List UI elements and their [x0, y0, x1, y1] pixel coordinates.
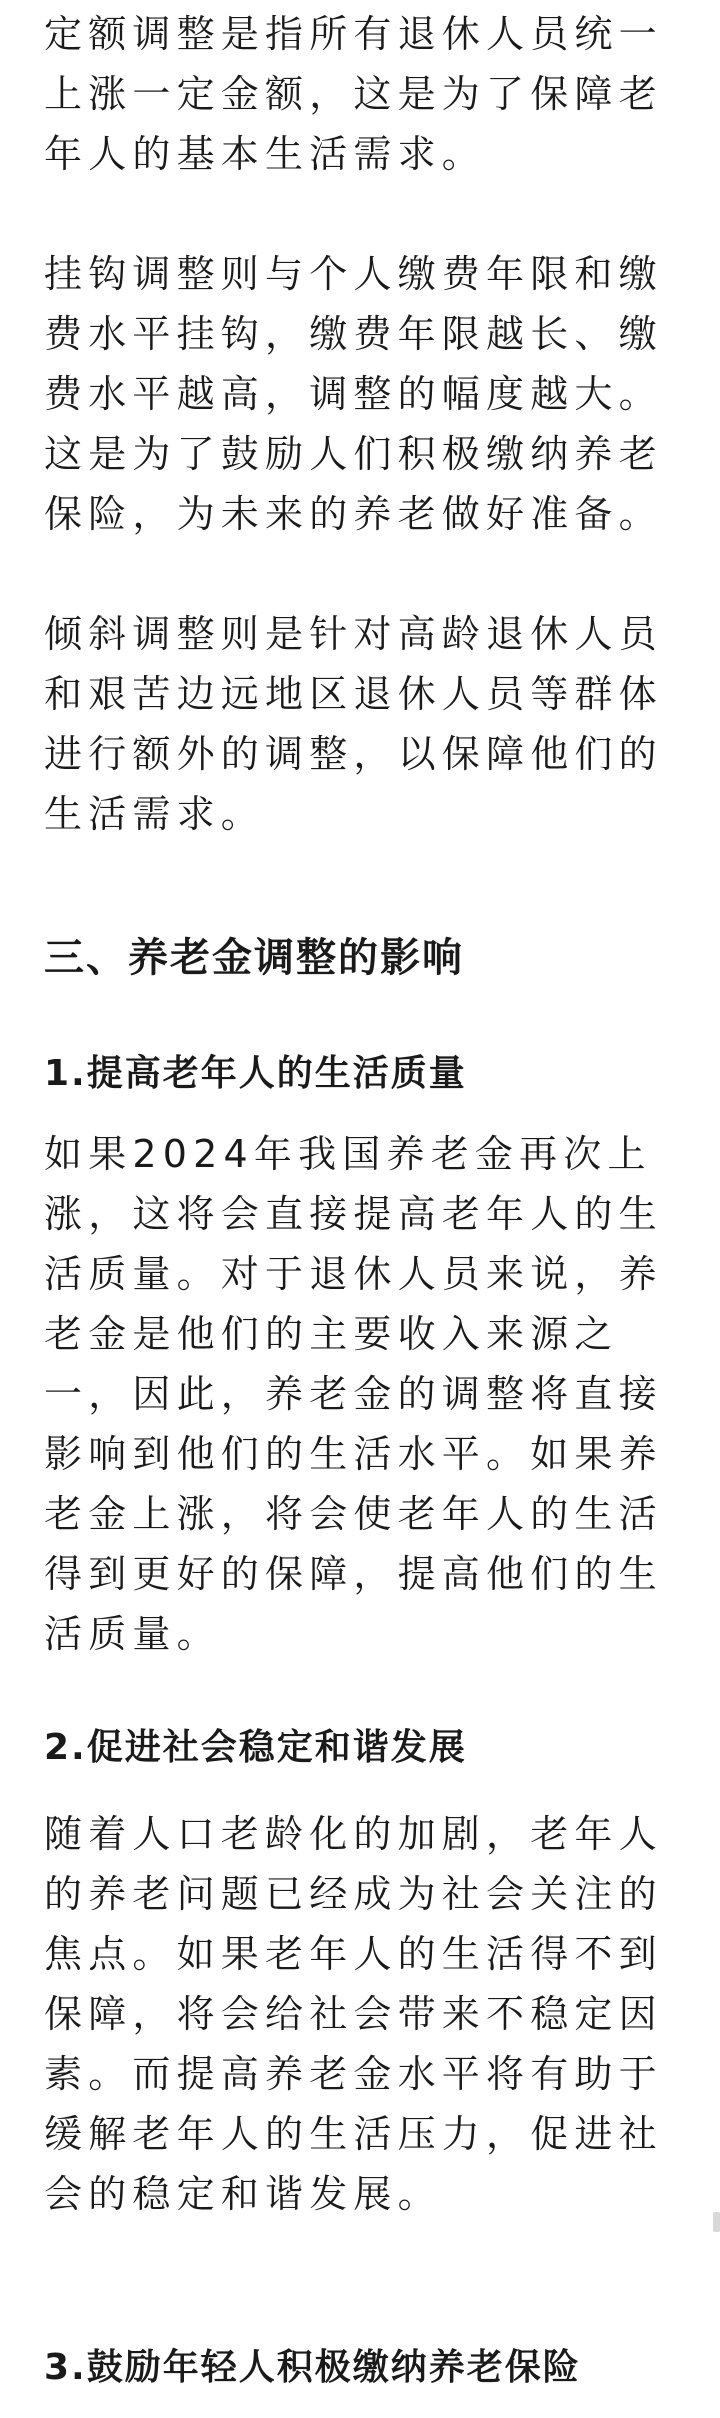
paragraph-fixed-adjustment: 定额调整是指所有退休人员统一上涨一定金额，这是为了保障老年人的基本生活需求。	[44, 12, 663, 176]
subheading-1: 1.提高老年人的生活质量	[44, 1053, 467, 1094]
paragraph-social-stability: 随着人口老龄化的加剧，老年人的养老问题已经成为社会关注的焦点。如果老年人的生活得不到保障，将会给社会带来不稳定因素。而提高养老金水平将有助于缓解老年人的生活压力，促进社会的稳定和谐发展。	[44, 1812, 663, 2216]
paragraph-tilted-adjustment: 倾斜调整则是针对高龄退休人员和艰苦边远地区退休人员等群体进行额外的调整，以保障他们的生活需求。	[44, 612, 663, 836]
paragraph-quality-of-life: 如果2024年我国养老金再次上涨，这将会直接提高老年人的生活质量。对于退休人员来说，养老金是他们的主要收入来源之一，因此，养老金的调整将直接影响到他们的生活水平。如果养老金上涨，将会使老年人的生活得到更好的保障，提高他们的生活质量。	[44, 1132, 663, 1656]
paragraph-linked-adjustment: 挂钩调整则与个人缴费年限和缴费水平挂钩，缴费年限越长、缴费水平越高，调整的幅度越大。这是为了鼓励人们积极缴纳养老保险，为未来的养老做好准备。	[44, 252, 663, 536]
scrollbar-thumb[interactable]	[713, 2212, 720, 2232]
subheading-2: 2.促进社会稳定和谐发展	[44, 1727, 467, 1768]
section-heading: 三、养老金调整的影响	[44, 935, 464, 981]
subheading-3: 3.鼓励年轻人积极缴纳养老保险	[44, 2347, 581, 2388]
